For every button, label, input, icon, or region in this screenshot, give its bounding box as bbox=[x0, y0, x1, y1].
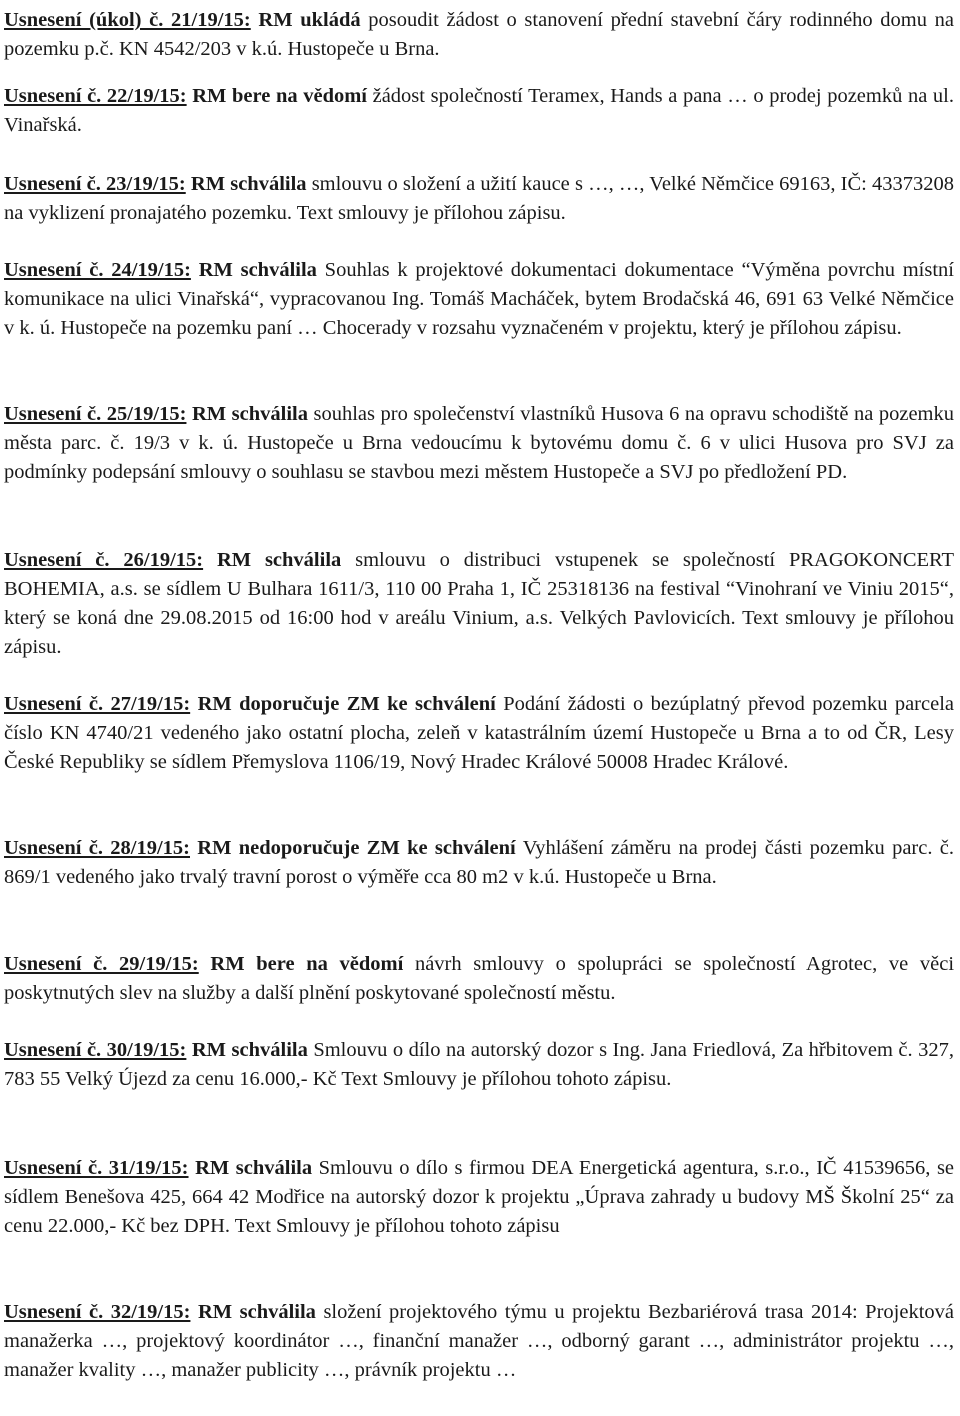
resolution-ref: Usnesení č. 23/19/15: bbox=[4, 173, 186, 195]
resolution-text: žádost společností Teramex, Hands a pana … o prodej pozemků na ul. Vinařská. bbox=[4, 85, 955, 136]
resolution-28 bbox=[4, 834, 954, 892]
resolution-action: RM schválila bbox=[191, 1039, 308, 1061]
resolution-text: Souhlas k projektové dokumentaci dokumentace “Výměna povrchu místní komunikace na ulici Vinařská“, vypracovanou Ing. Tomáš Macháček, bytem Brodačská 46, 691 63 Velké Němčice v k. ú. Hustopeče na pozemku paní … Chocerady v rozsahu vyznačeném v projektu, který je přílohou zápisu. bbox=[4, 259, 954, 339]
resolution-action: RM ukládá bbox=[258, 9, 361, 31]
resolution-text: Smlouvu o dílo na autorský dozor s Ing. Jana Friedlová, Za hřbitovem č. 327, 783 55 Velký Újezd za cenu 16.000,- Kč Text Smlouvy je přílohou tohoto zápisu. bbox=[4, 1039, 955, 1090]
resolution-text: souhlas pro společenství vlastníků Husova 6 na opravu schodiště na pozemku města parc. č. 19/3 v k. ú. Hustopeče u Brna vedoucímu k bytovému domu č. 6 v ulici Husova pro SVJ za podmínky podepsání smlouvy o souhlasu se stavbou mezi městem Hustopeče a SVJ po předložení PD. bbox=[4, 403, 955, 483]
resolution-ref: Usnesení č. 22/19/15: bbox=[4, 85, 187, 107]
resolution-text: Vyhlášení záměru na prodej části pozemku parc. č. 869/1 vedeného jako trvalý travní porost o výměře cca 80 m2 v k.ú. Hustopeče u Brna. bbox=[4, 837, 954, 888]
resolution-30 bbox=[4, 1036, 954, 1094]
resolution-31 bbox=[4, 1154, 954, 1241]
resolution-action: RM bere na vědomí bbox=[210, 953, 404, 975]
resolution-ref: Usnesení č. 29/19/15: bbox=[4, 953, 199, 975]
resolution-text: posoudit žádost o stanovení přední stavební čáry rodinného domu na pozemku p.č. KN 4542/203 v k.ú. Hustopeče u Brna. bbox=[4, 9, 955, 60]
resolution-text: smlouvu o složení a užití kauce s …, …, Velké Němčice 69163, IČ: 43373208 na vyklizení pronajatého pozemku. Text smlouvy je přílohou zápisu. bbox=[4, 173, 955, 224]
resolution-action: RM bere na vědomí bbox=[192, 85, 367, 107]
resolution-action: RM schválila bbox=[197, 1301, 316, 1323]
resolution-27 bbox=[4, 690, 954, 777]
resolution-21 bbox=[4, 6, 954, 64]
resolution-25 bbox=[4, 400, 954, 487]
resolution-action: RM schválila bbox=[195, 1157, 313, 1179]
resolution-ref: Usnesení (úkol) č. 21/19/15: bbox=[4, 9, 251, 31]
resolution-text: složení projektového týmu u projektu Bezbariérová trasa 2014: Projektová manažerka …, projektový koordinátor …, finanční manažer …, odborný garant …, administrátor projektu …, manažer kvality …, manažer publicity …, právník projektu … bbox=[4, 1301, 954, 1381]
resolution-29 bbox=[4, 950, 954, 1008]
resolution-text: návrh smlouvy o spolupráci se společností Agrotec, ve věci poskytnutých slev na služby a další plnění poskytované společností městu. bbox=[4, 953, 955, 1004]
resolution-ref: Usnesení č. 30/19/15: bbox=[4, 1039, 187, 1061]
resolution-ref: Usnesení č. 31/19/15: bbox=[4, 1157, 189, 1179]
resolution-text: smlouvu o distribuci vstupenek se společností PRAGOKONCERT BOHEMIA, a.s. se sídlem U Bulhara 1611/3, 110 00 Praha 1, IČ 25318136 na festival “Vinohraní ve Viniu 2015“, který se koná dne 29.08.2015 od 16:00 hod v areálu Vinium, a.s. Velkých Pavlovicích. Text smlouvy je přílohou zápisu. bbox=[4, 549, 955, 658]
resolution-22 bbox=[4, 82, 954, 140]
resolution-action: RM schválila bbox=[216, 549, 342, 571]
resolution-24 bbox=[4, 256, 954, 343]
resolution-text: Podání žádosti o bezúplatný převod pozemku parcela číslo KN 4740/21 vedeného jako ostatní plocha, zeleň v katastrálním území Hustopeče u Brna a to od ČR, Lesy České Republiky se sídlem Přemyslova 1106/19, Nový Hradec Králové 50008 Hradec Králové. bbox=[4, 693, 954, 773]
resolution-action: RM doporučuje ZM ke schválení bbox=[197, 693, 496, 715]
resolution-action: RM schválila bbox=[191, 403, 308, 425]
resolution-action: RM schválila bbox=[198, 259, 317, 281]
resolution-26 bbox=[4, 546, 954, 662]
resolution-ref: Usnesení č. 25/19/15: bbox=[4, 403, 187, 425]
resolution-ref: Usnesení č. 24/19/15: bbox=[4, 259, 191, 281]
resolution-action: RM nedoporučuje ZM ke schválení bbox=[197, 837, 516, 859]
resolution-23 bbox=[4, 170, 954, 228]
resolution-32 bbox=[4, 1298, 954, 1385]
resolution-ref: Usnesení č. 27/19/15: bbox=[4, 693, 191, 715]
resolution-ref: Usnesení č. 32/19/15: bbox=[4, 1301, 191, 1323]
resolution-text: Smlouvu o dílo s firmou DEA Energetická agentura, s.r.o., IČ 41539656, se sídlem Benešova 425, 664 42 Modřice na autorský dozor k projektu „Úprava zahrady u budovy MŠ Školní 25“ za cenu 22.000,- Kč bez DPH. Text Smlouvy je přílohou tohoto zápisu bbox=[4, 1157, 955, 1237]
resolution-action: RM schválila bbox=[190, 173, 307, 195]
resolution-ref: Usnesení č. 26/19/15: bbox=[4, 549, 204, 571]
resolution-ref: Usnesení č. 28/19/15: bbox=[4, 837, 190, 859]
